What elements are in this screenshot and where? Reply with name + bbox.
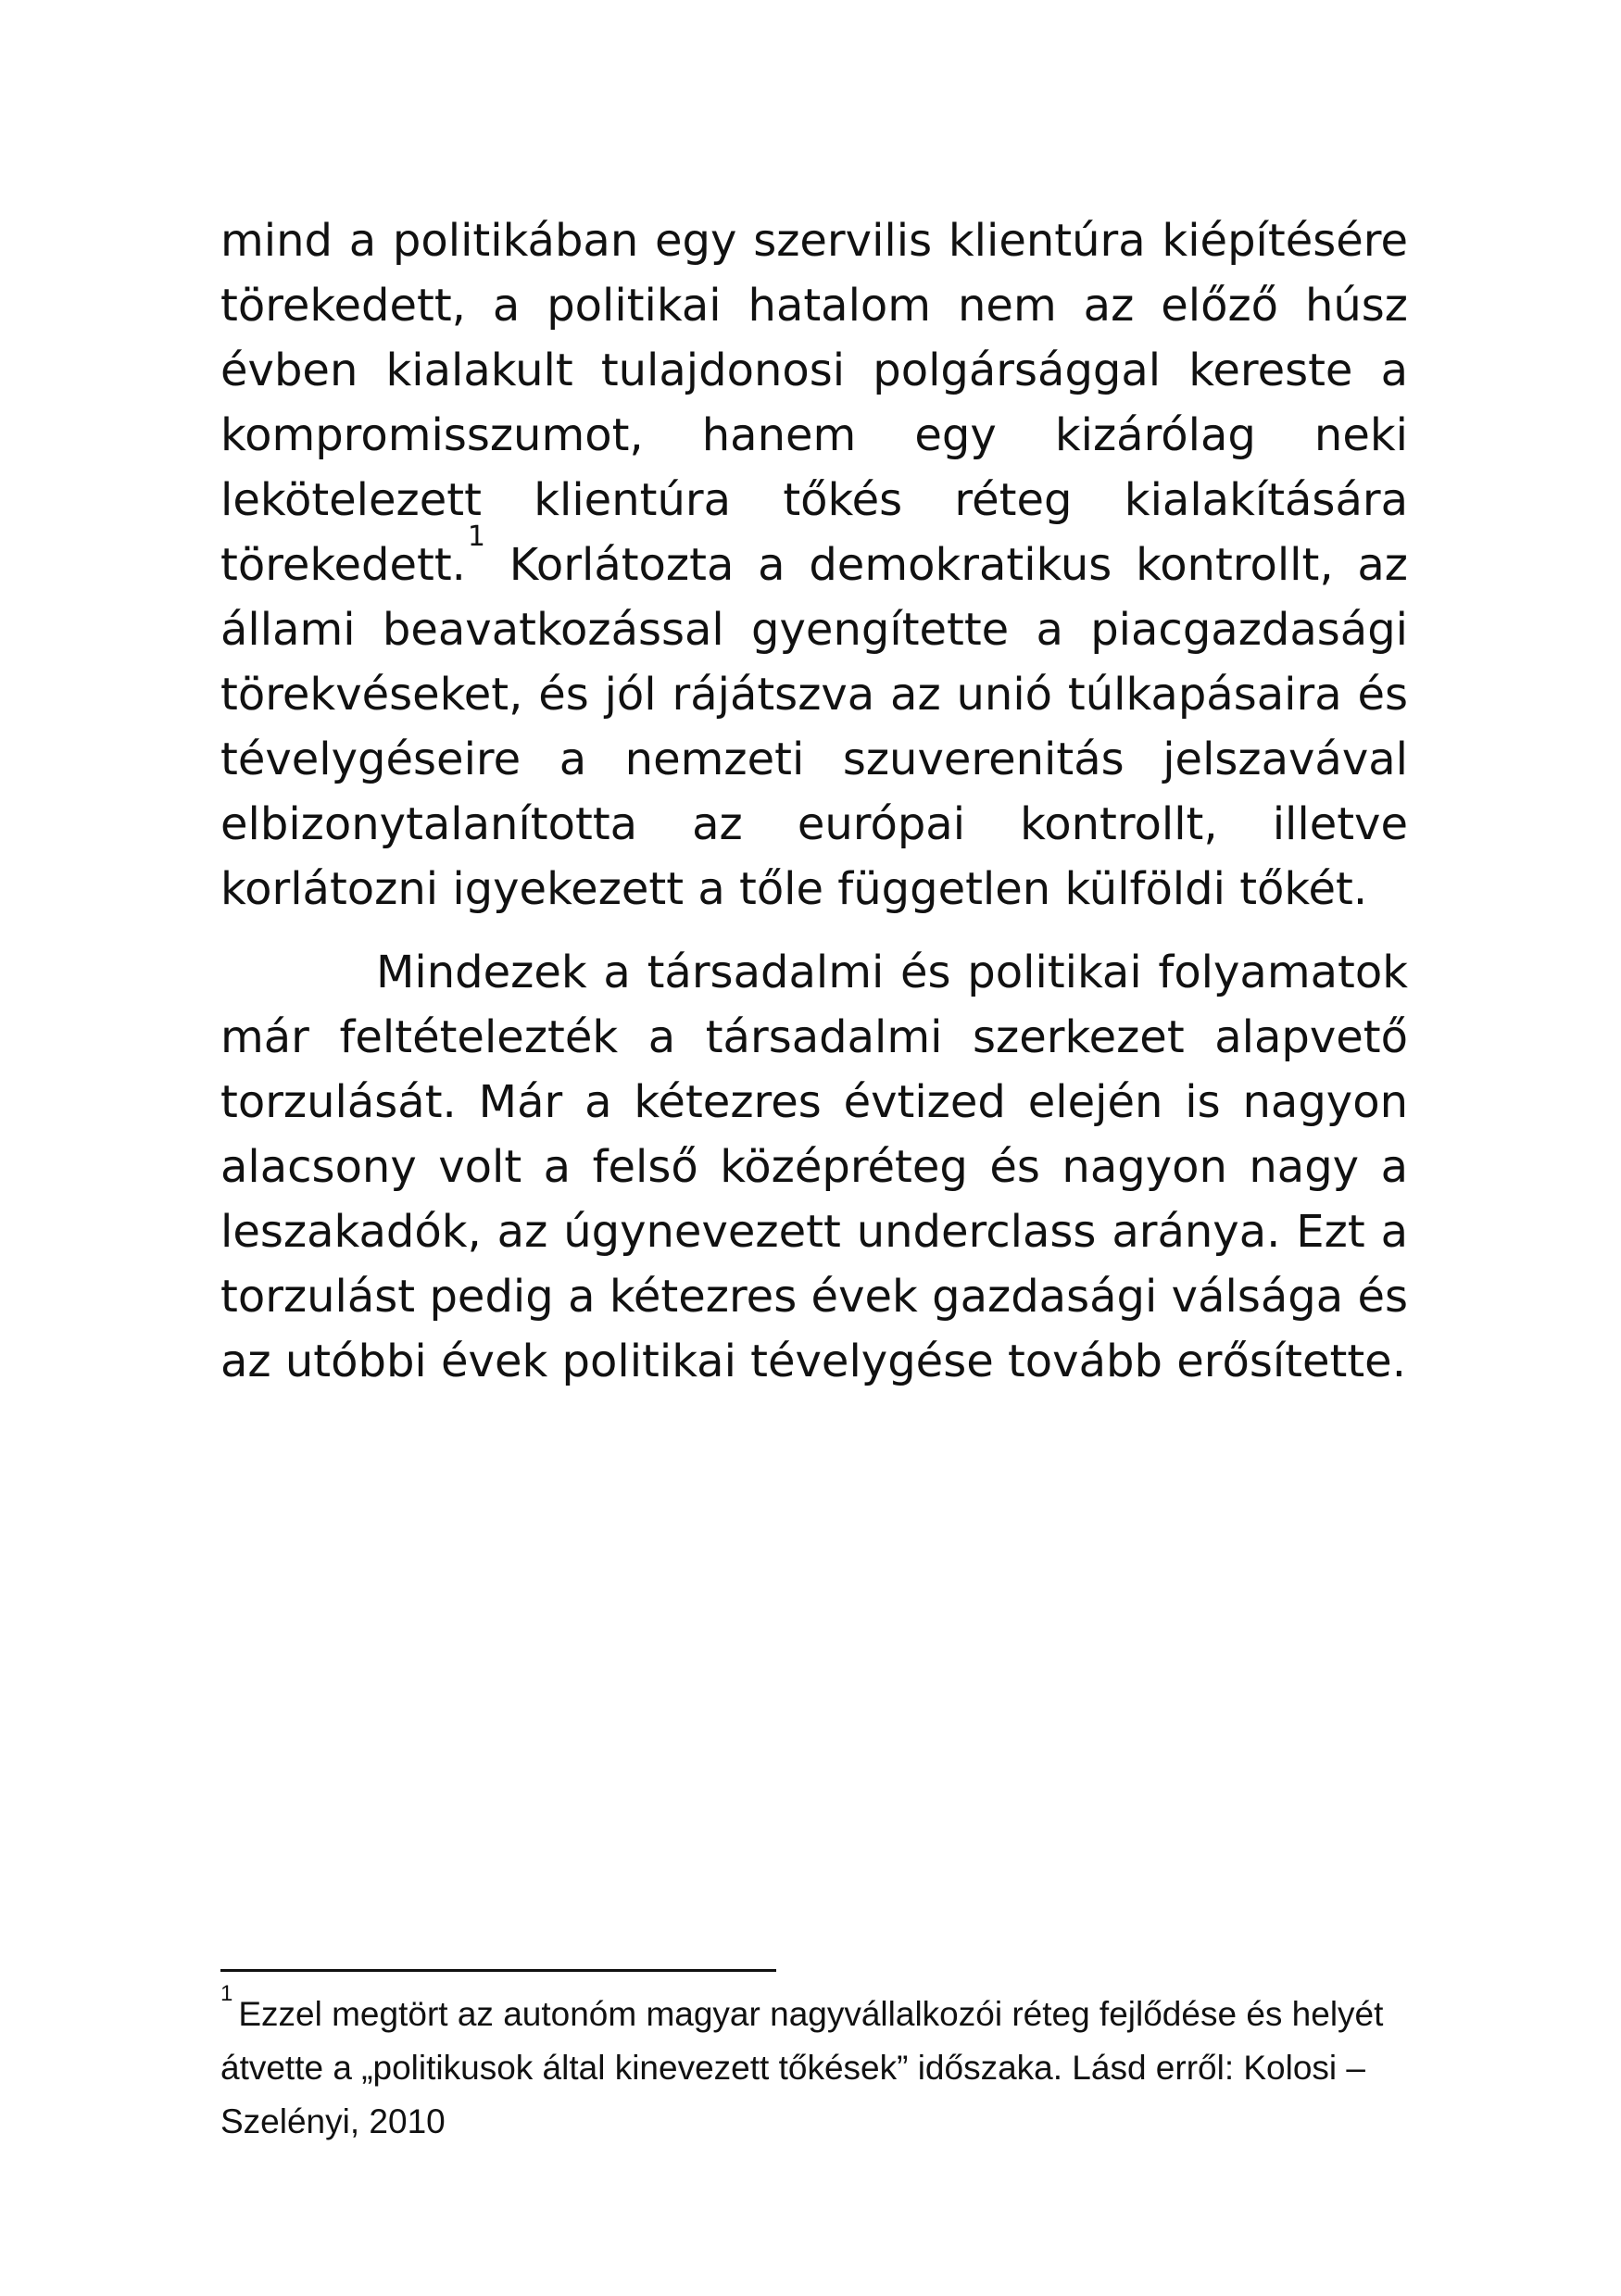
paragraph-1-first-part: mind a politikában egy szervilis klientúra kiépítésére törekedett, a politikai hatalom nem az előző húsz évben kialakult tulajdonosi polgársággal kereste a kompromisszumot, hanem egy kizárólag neki lekötelezett klientúra tőkés réteg kialakítására törekedett. xyxy=(220,215,1408,591)
footnote-text: Ezzel megtört az autonóm magyar nagyvállalkozói réteg fejlődése és helyét átvette a „politikusok által kinevezett tőkések” időszaka. Lásd erről: Kolosi – Szelényi, 2010 xyxy=(220,1995,1384,2140)
paragraph-1 xyxy=(220,208,1408,922)
footnote-separator xyxy=(220,1969,776,1972)
body-text xyxy=(220,208,1408,1394)
paragraph-2: Mindezek a társadalmi és politikai folyamatok már feltételezték a társadalmi szerkezet alapvető torzulását. Már a kétezres évtized elején is nagyon alacsony volt a felső középréteg és nagyon nagy a leszakadók, az úgynevezett underclass aránya. Ezt a torzulást pedig a kétezres évek gazdasági válsága és az utóbbi évek politikai tévelygése tovább erősítette. xyxy=(220,947,1408,1387)
footnote xyxy=(220,1980,1408,2149)
footnote-number: 1 xyxy=(220,1980,233,2006)
footnote-reference: 1 xyxy=(467,521,486,553)
paragraph-1-second-part: Korlátozta a demokratikus kontrollt, az állami beavatkozással gyengítette a piacgazdasági törekvéseket, és jól rájátszva az unió túlkapásaira és tévelygéseire a nemzeti szuverenitás jelszavával elbizonytalanította az európai kontrollt, illetve korlátozni igyekezett a tőle független külföldi tőkét. xyxy=(220,539,1408,915)
